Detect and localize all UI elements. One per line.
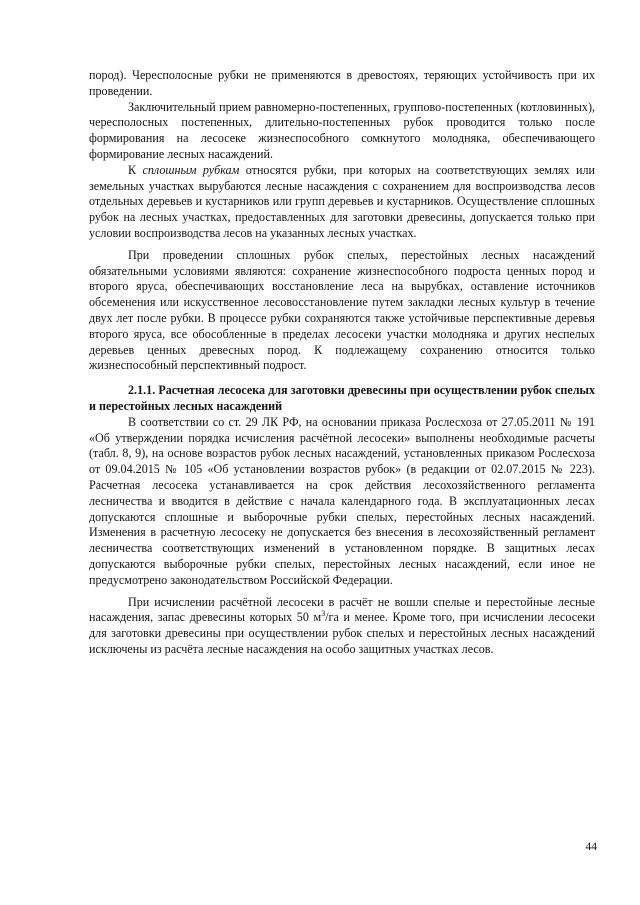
clear-cutting-term: сплошным рубкам — [142, 162, 240, 177]
page-number: 44 — [585, 841, 597, 853]
paragraph-clear-cutting-conditions: При проведении сплошных рубок спелых, перестойных лесных насаждений обязательными условиями являются: сохранение жизнеспособного подроста ценных пород и второго яруса, обеспечивающих восстановление леса на вырубках, оставление источников обсеменения или искусственное лесовосстановление путем закладки лесных культур в течение двух лет после рубки. В процессе рубки сохраняются также устойчивые перспективные деревья второго яруса, все обособленные в пределах лесосеки участки молодняка и других неспелых деревьев ценных древесных пород. К подлежащему сохранению относится только жизнеспособный перспективный подрост. — [89, 247, 595, 373]
paragraph-calculation-exclusions — [89, 595, 595, 658]
calculation-exclusions-start: При исчислении расчётной лесосеки в расчёт не вошли спелые и перестойные лесные насаждения, запас древесины которых 50 м — [89, 594, 595, 625]
clear-cutting-definition: относятся рубки, при которых на соответствующих землях или земельных участках вырубаются лесные насаждения с сохранением для воспроизводства лесов отдельных деревьев и кустарников или групп деревьев и кустарников. Осуществление сплошных рубок на лесных участках, предоставленных для заготовки древесины, допускается только при условии воспроизводства лесов на указанных лесных участках. — [89, 162, 596, 240]
cubic-superscript: 3 — [321, 609, 326, 619]
paragraph-allowable-cut: В соответствии со ст. 29 ЛК РФ, на основании приказа Рослесхоза от 27.05.2011 № 191 «Об утверждении порядка исчисления расчётной лесосеки» выполнены необходимые расчеты (табл. 8, 9), на основе возрастов рубок лесных насаждений, установленных приказом Рослесхоза от 09.04.2015 № 105 «Об установлении возрастов рубок» (в редакции от 02.07.2015 № 223). Расчетная лесосека устанавливается на срок действия лесохозяйственного регламента лесничества и вводится в действие с начала календарного года. В эксплуатационных лесах допускаются сплошные и выборочные рубки спелых, перестойных лесных насаждений. Изменения в расчетную лесосеку не допускается без внесения в лесохозяйственный регламент лесничества соответствующих изменений в установленном порядке. В защитных лесах допускаются выборочные рубки спелых, перестойных лесных насаждений, если иное не предусмотрено законодательством Российской Федерации. — [89, 414, 595, 587]
clear-cutting-intro: К — [128, 162, 137, 177]
section-heading: 2.1.1. Расчетная лесосека для заготовки древесины при осуществлении рубок спелых и перестойных лесных насаждений — [89, 383, 595, 413]
paragraph-clear-cutting — [89, 163, 595, 242]
paragraph-final-step: Заключительный прием равномерно-постепенных, группово-постепенных (котловинных), чересполосных постепенных, длительно-постепенных рубок проводится только после формирования на лесосеке жизнеспособного сомкнутого молодняка, обеспечивающего формирование лесных насаждений. — [89, 99, 595, 161]
paragraph-continuation: пород). Чересполосные рубки не применяются в древостоях, теряющих устойчивость при их проведении. — [89, 68, 595, 98]
document-body — [89, 68, 595, 658]
calculation-exclusions-end: /га и менее. Кроме того, при исчислении лесосеки для заготовки древесины при осуществлении рубок спелых и перестойных лесных насаждений исключены из расчёта лесные насаждения на особо защитных участках лесов. — [89, 610, 595, 656]
